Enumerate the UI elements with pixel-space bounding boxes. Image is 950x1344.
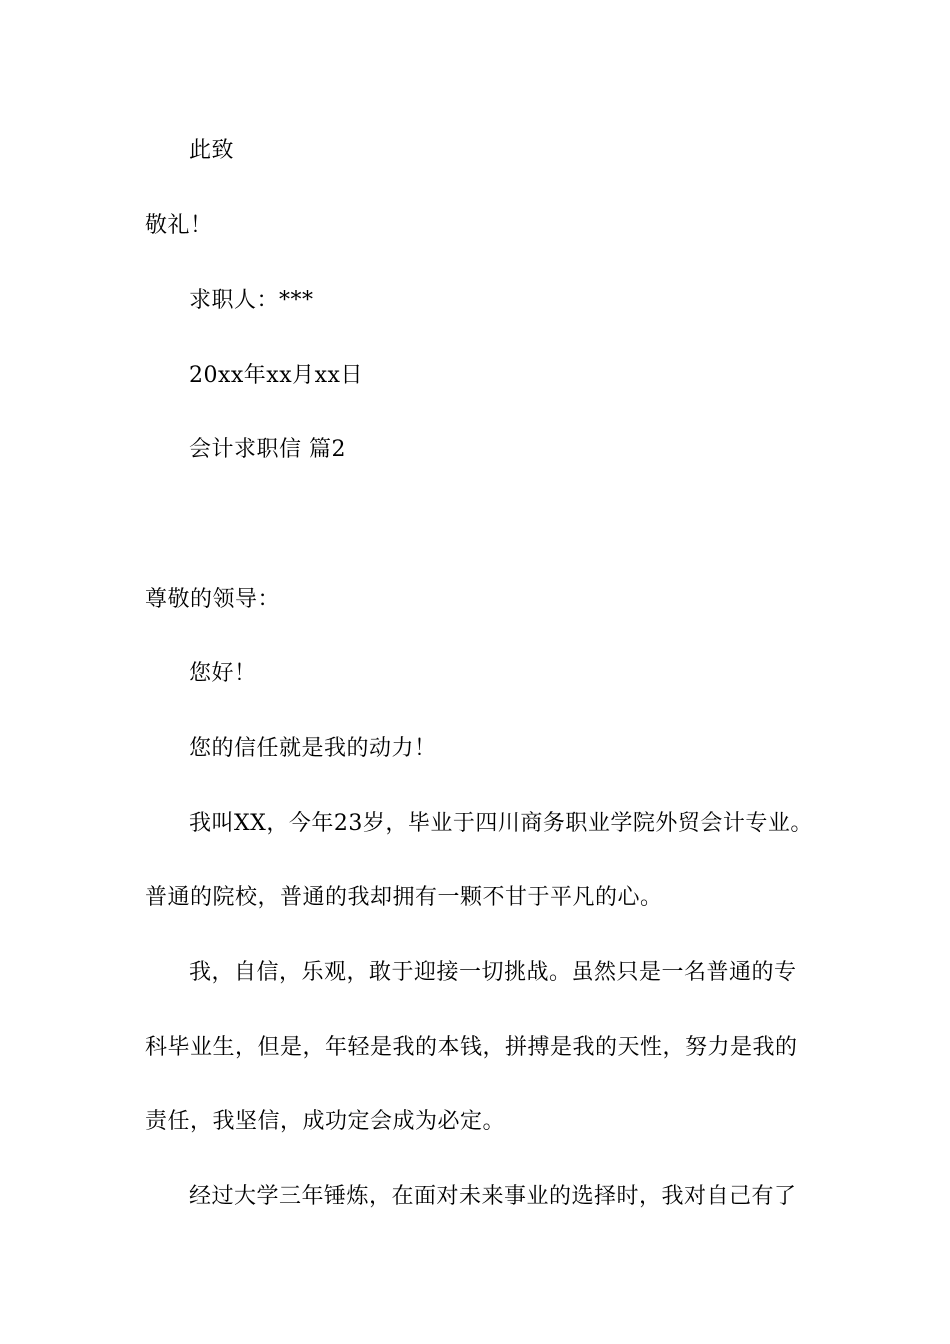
paragraph-line: 普通的院校，普通的我却拥有一颗不甘于平凡的心。 [145,885,663,910]
paragraph-line: 我，自信，乐观，敢于迎接一切挑战。虽然只是一名普通的专 [189,960,797,985]
paragraph-line: 我叫XX，今年23岁，毕业于四川商务职业学院外贸会计专业。 [189,811,813,836]
salute-text: 敬礼！ [145,213,213,238]
paragraph-line: 经过大学三年锤炼，在面对未来事业的选择时，我对自己有了 [189,1184,797,1209]
hello-text: 您好！ [189,661,257,686]
greeting-text: 尊敬的领导： [145,587,281,612]
date-text: 20xx年xx月xx日 [189,363,363,388]
signature-text: 求职人：*** [189,288,314,313]
closing-text: 此致 [189,138,235,163]
motto-text: 您的信任就是我的动力！ [189,736,437,761]
paragraph-line: 责任，我坚信，成功定会成为必定。 [145,1109,506,1134]
paragraph-line: 科毕业生，但是，年轻是我的本钱，拼搏是我的天性，努力是我的 [145,1035,798,1060]
section-heading: 会计求职信 篇2 [189,437,346,462]
